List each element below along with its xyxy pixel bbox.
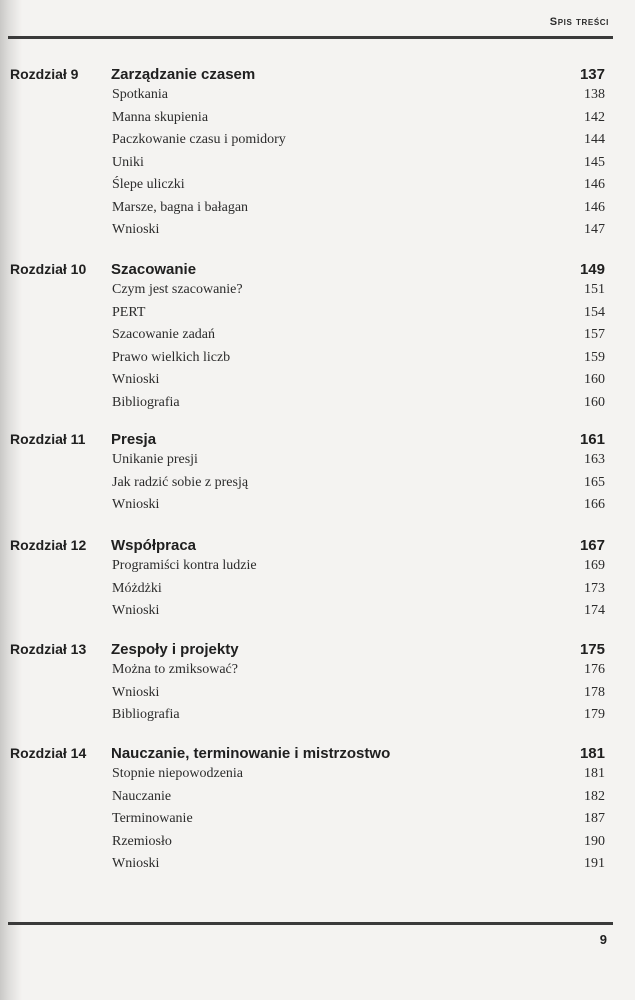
section-entry bbox=[0, 372, 635, 395]
section-entry bbox=[0, 222, 635, 245]
section-page-number: 144 bbox=[584, 132, 605, 147]
section-title: Unikanie presji bbox=[112, 452, 198, 467]
section-page-number: 182 bbox=[584, 788, 605, 804]
section-entry bbox=[0, 132, 635, 155]
section-entry bbox=[0, 282, 635, 305]
section-title: Bibliografia bbox=[112, 394, 180, 410]
chapter-page-number: 181 bbox=[579, 745, 605, 762]
section-entry bbox=[0, 452, 635, 475]
section-title: Czym jest szacowanie? bbox=[112, 282, 243, 297]
section-list bbox=[0, 662, 635, 730]
chapter-title: Presja bbox=[111, 431, 157, 448]
section-title: Spotkania bbox=[112, 87, 168, 102]
section-entry bbox=[0, 177, 635, 200]
section-page-number: 169 bbox=[584, 558, 605, 573]
section-entry bbox=[0, 110, 635, 133]
section-entry bbox=[0, 834, 635, 857]
section-page-number: 166 bbox=[584, 497, 605, 512]
section-page-number: 147 bbox=[584, 222, 605, 237]
section-entry bbox=[0, 475, 635, 498]
section-entry bbox=[0, 395, 635, 418]
section-title: Marsze, bagna i bałagan bbox=[112, 199, 249, 215]
section-title: Stopnie niepowodzenia bbox=[112, 766, 244, 781]
running-header: Spis treści bbox=[549, 16, 609, 28]
section-entry bbox=[0, 766, 635, 789]
section-entry bbox=[0, 789, 635, 812]
section-entry bbox=[0, 707, 635, 730]
section-page-number: 146 bbox=[584, 177, 605, 192]
section-page-number: 181 bbox=[584, 766, 605, 781]
section-page-number: 165 bbox=[584, 474, 605, 490]
chapter-label: Rozdział 10 bbox=[10, 261, 87, 277]
section-page-number: 154 bbox=[584, 304, 605, 320]
section-page-number: 176 bbox=[584, 662, 605, 677]
section-entry bbox=[0, 685, 635, 708]
section-title: Wnioski bbox=[112, 856, 160, 871]
section-title: Uniki bbox=[112, 154, 144, 170]
section-title: Wnioski bbox=[112, 603, 160, 618]
section-entry bbox=[0, 662, 635, 685]
section-entry bbox=[0, 87, 635, 110]
section-entry bbox=[0, 558, 635, 581]
chapter-label: Rozdział 12 bbox=[10, 537, 87, 553]
section-title: Paczkowanie czasu i pomidory bbox=[112, 132, 286, 147]
chapter-label: Rozdział 11 bbox=[10, 431, 86, 447]
section-list bbox=[0, 558, 635, 626]
section-entry bbox=[0, 155, 635, 178]
chapter-title: Szacowanie bbox=[111, 261, 197, 278]
section-title: Wnioski bbox=[112, 684, 160, 700]
section-title: Terminowanie bbox=[112, 811, 193, 826]
section-page-number: 138 bbox=[584, 87, 605, 102]
chapter-label: Rozdział 14 bbox=[10, 745, 87, 761]
section-title: Wnioski bbox=[112, 372, 160, 387]
chapter-page-number: 137 bbox=[579, 66, 605, 83]
section-entry bbox=[0, 581, 635, 604]
chapter-title: Nauczanie, terminowanie i mistrzostwo bbox=[111, 745, 391, 762]
section-entry bbox=[0, 603, 635, 626]
chapter-page-number: 167 bbox=[579, 537, 605, 554]
section-page-number: 173 bbox=[584, 580, 605, 596]
section-entry bbox=[0, 200, 635, 223]
section-title: Manna skupienia bbox=[112, 109, 209, 125]
header-rule bbox=[8, 36, 613, 39]
section-page-number: 157 bbox=[584, 327, 605, 342]
section-title: Bibliografia bbox=[112, 707, 180, 722]
section-title: Można to zmiksować? bbox=[112, 662, 238, 677]
section-list bbox=[0, 766, 635, 879]
section-page-number: 142 bbox=[584, 109, 605, 125]
chapter-label: Rozdział 9 bbox=[10, 66, 79, 82]
chapter-title: Zarządzanie czasem bbox=[111, 66, 256, 83]
section-page-number: 146 bbox=[584, 199, 605, 215]
section-title: Rzemiosło bbox=[112, 833, 172, 849]
section-page-number: 178 bbox=[584, 684, 605, 700]
section-list bbox=[0, 87, 635, 245]
chapter-page-number: 161 bbox=[579, 431, 605, 448]
section-title: Prawo wielkich liczb bbox=[112, 349, 231, 365]
section-entry bbox=[0, 350, 635, 373]
section-entry bbox=[0, 856, 635, 879]
section-entry bbox=[0, 327, 635, 350]
section-title: Nauczanie bbox=[112, 788, 172, 804]
section-title: PERT bbox=[112, 304, 146, 320]
section-title: Szacowanie zadań bbox=[112, 327, 215, 342]
section-page-number: 187 bbox=[584, 811, 605, 826]
section-title: Programiści kontra ludzie bbox=[112, 558, 257, 573]
section-title: Jak radzić sobie z presją bbox=[112, 474, 249, 490]
section-page-number: 160 bbox=[584, 372, 605, 387]
section-title: Móżdżki bbox=[112, 580, 162, 596]
section-entry bbox=[0, 305, 635, 328]
section-list bbox=[0, 282, 635, 417]
page-number: 9 bbox=[599, 932, 607, 947]
section-title: Ślepe uliczki bbox=[112, 177, 185, 192]
section-entry bbox=[0, 497, 635, 520]
section-page-number: 190 bbox=[584, 833, 605, 849]
footer-rule bbox=[8, 922, 613, 925]
chapter-label: Rozdział 13 bbox=[10, 641, 87, 657]
chapter-page-number: 175 bbox=[579, 641, 605, 658]
section-list bbox=[0, 452, 635, 520]
section-entry bbox=[0, 811, 635, 834]
section-page-number: 163 bbox=[584, 452, 605, 467]
section-page-number: 179 bbox=[584, 707, 605, 722]
section-page-number: 174 bbox=[584, 603, 605, 618]
section-page-number: 151 bbox=[584, 282, 605, 297]
section-page-number: 145 bbox=[584, 154, 605, 170]
chapter-title: Współpraca bbox=[111, 537, 197, 554]
chapter-title: Zespoły i projekty bbox=[111, 641, 239, 658]
section-page-number: 160 bbox=[584, 394, 605, 410]
section-title: Wnioski bbox=[112, 222, 160, 237]
section-page-number: 191 bbox=[584, 856, 605, 871]
section-title: Wnioski bbox=[112, 497, 160, 512]
section-page-number: 159 bbox=[584, 349, 605, 365]
chapter-page-number: 149 bbox=[579, 261, 605, 278]
